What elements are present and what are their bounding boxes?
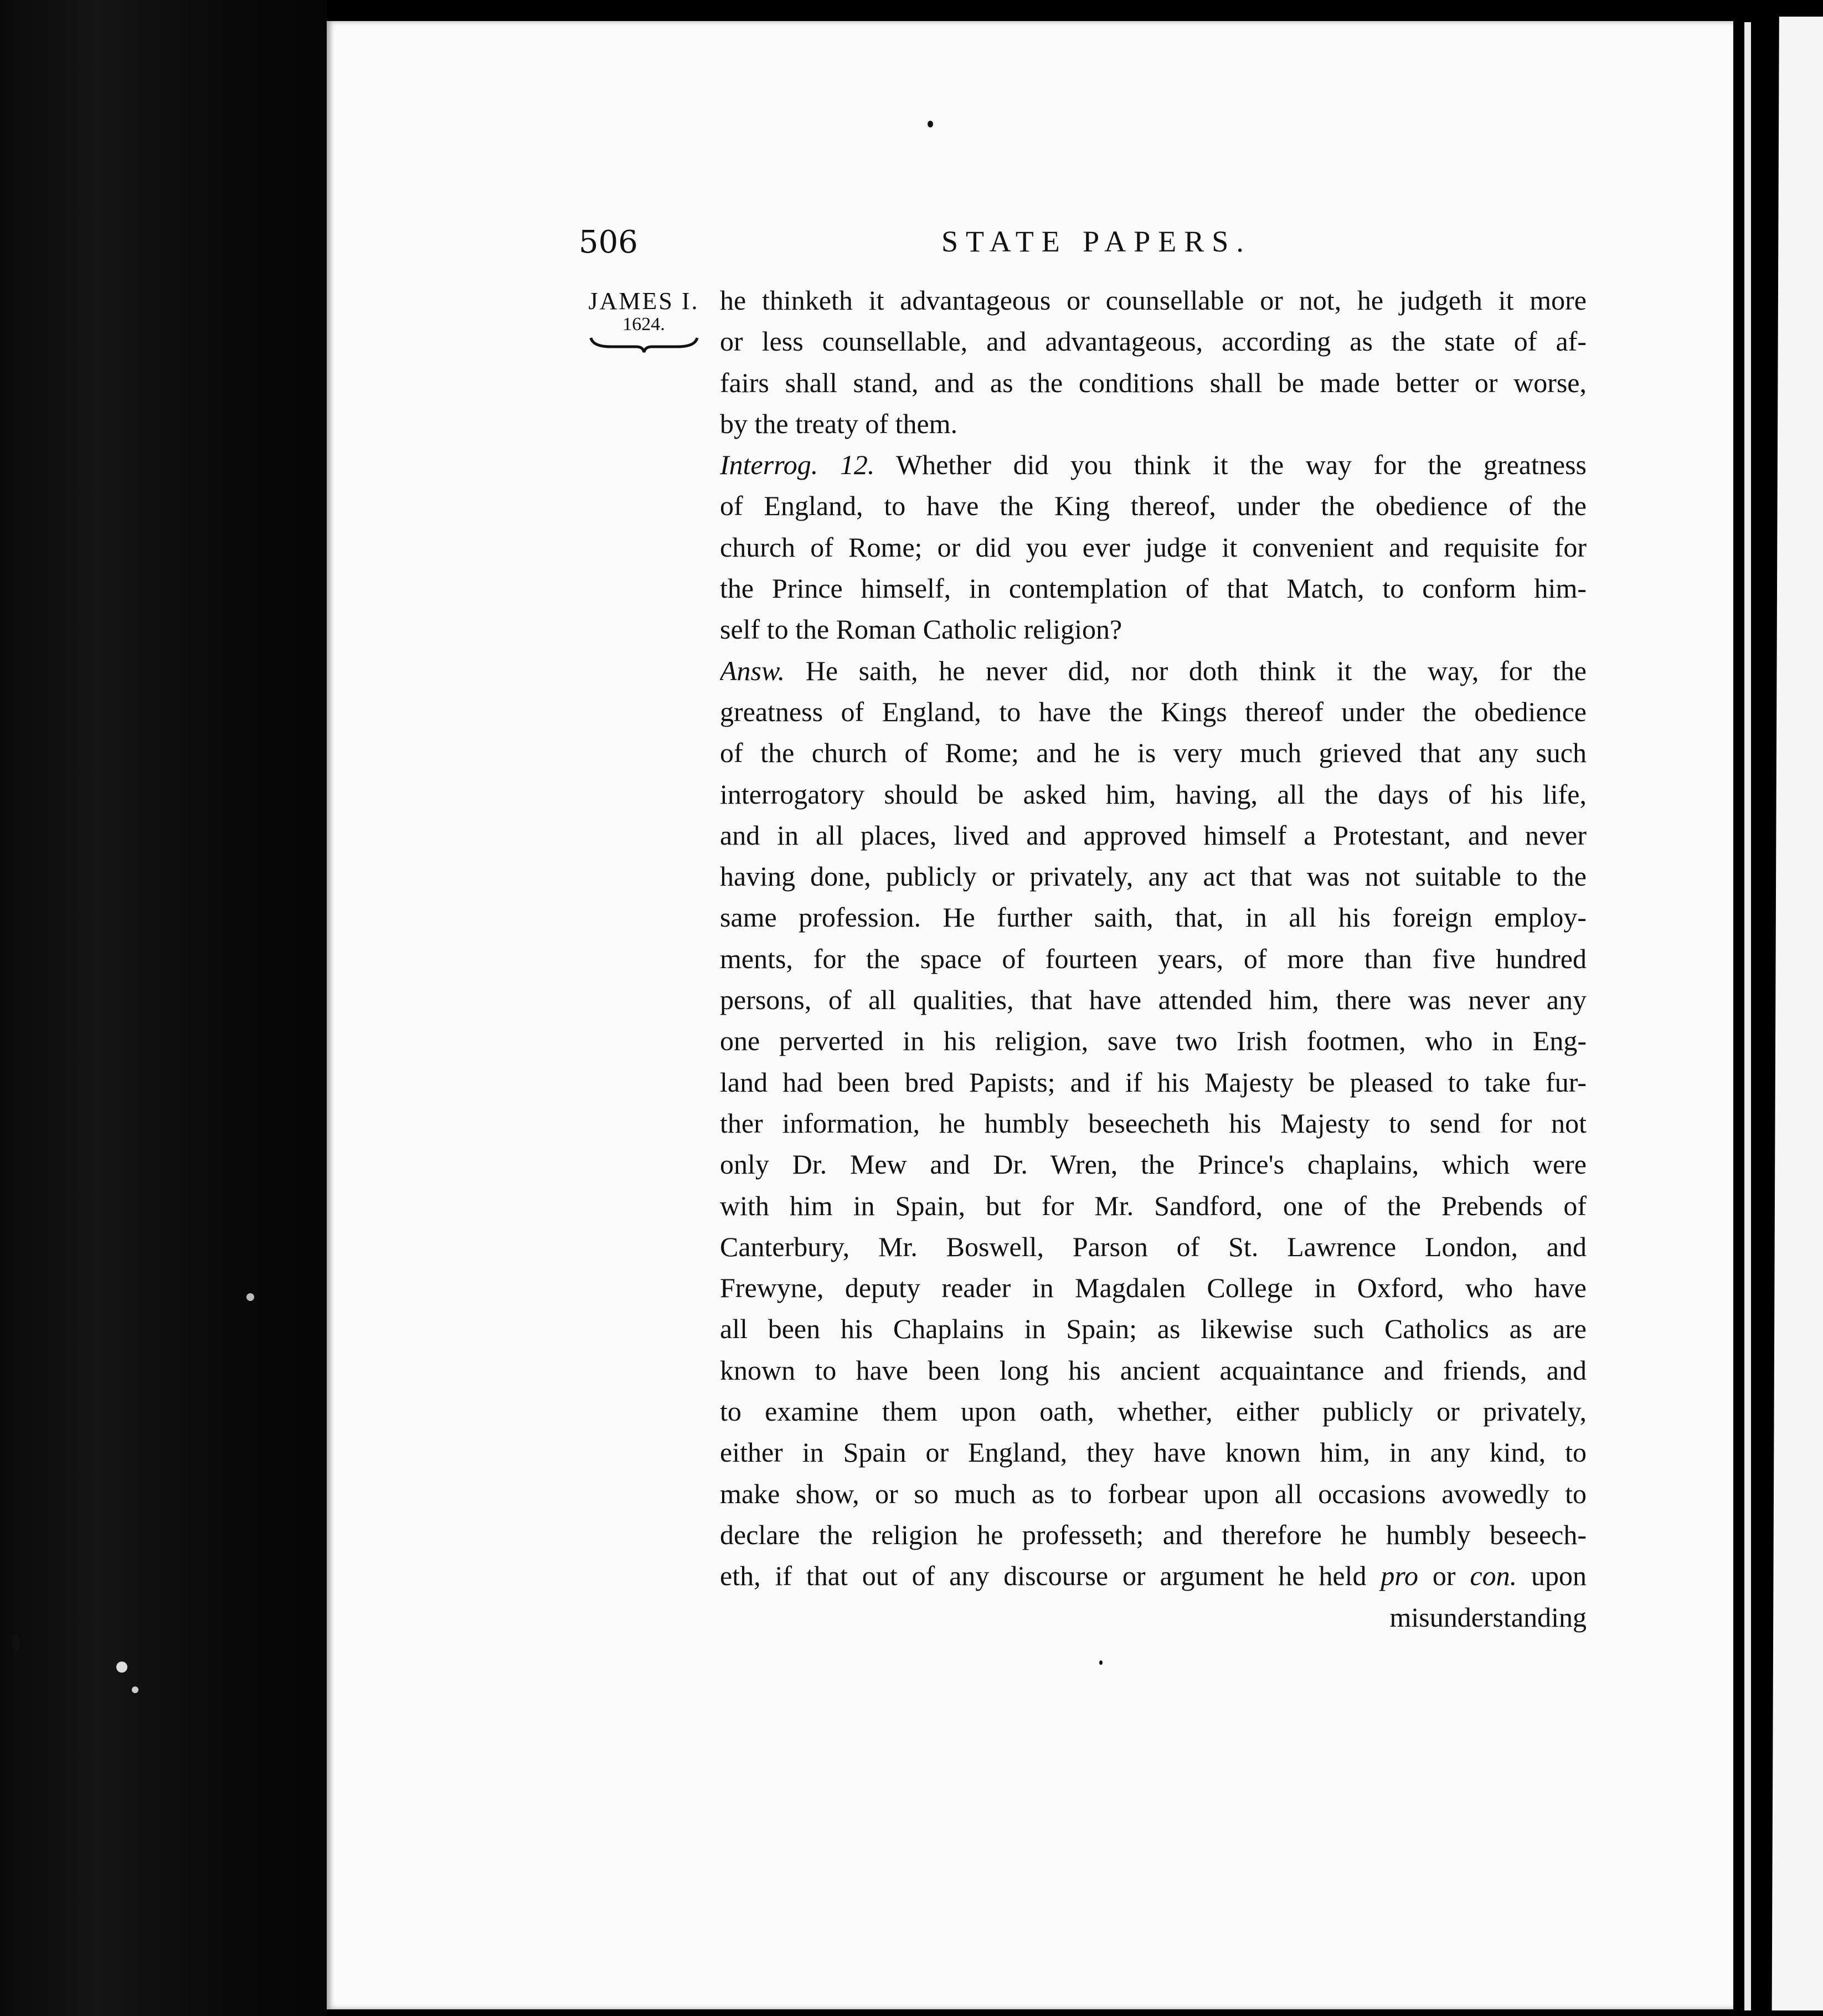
text-line-answer [720, 650, 1587, 691]
ink-dot [928, 121, 933, 127]
text-line: of England, to have the King thereof, under the obedience of the [720, 490, 1587, 522]
text-line: only Dr. Mew and Dr. Wren, the Prince's chaplains, which were [720, 1149, 1587, 1180]
text-line: He saith, he never did, nor doth think it the way, for the [805, 655, 1587, 686]
text-line: same profession. He further saith, that, in all his foreign employ- [720, 902, 1587, 933]
text-line: by the treaty of them. [720, 408, 958, 439]
text-line: greatness of England, to have the Kings thereof under the obedience [720, 696, 1587, 727]
interrog-label: Interrog. 12. [720, 449, 875, 481]
text-line: Whether did you think it the way for the greatness [895, 449, 1587, 481]
text-line: with him in Spain, but for Mr. Sandford, one of the Prebends of [720, 1190, 1587, 1221]
margin-king: JAMES I. [588, 287, 699, 315]
text-line: eth, if that out of any discourse or argument he held [720, 1560, 1367, 1592]
text-line: ther information, he humbly beseecheth his Majesty to send for not [720, 1107, 1587, 1139]
text-line: church of Rome; or did you ever judge it convenient and requisite for [720, 531, 1587, 563]
film-speck [246, 1293, 254, 1301]
catchword: misunderstanding [1389, 1601, 1587, 1633]
running-head [579, 224, 1354, 269]
film-speck [12, 1634, 20, 1650]
text-line-interrog [720, 444, 1587, 485]
text-line: upon [1531, 1560, 1587, 1592]
facing-page-edge [1744, 22, 1751, 2010]
text-line: to examine them upon oath, whether, either publicly or privately, [720, 1396, 1587, 1427]
text-line: land had been bred Papists; and if his Majesty be pleased to take fur- [720, 1066, 1587, 1098]
facing-page [1750, 17, 1823, 2010]
text-line: ments, for the space of fourteen years, of more than five hundred [720, 943, 1587, 974]
margin-note [579, 288, 709, 354]
text-line: and in all places, lived and approved himself a Protestant, and never [720, 819, 1587, 851]
or-word: or [1432, 1560, 1456, 1592]
book-gutter [0, 0, 327, 2016]
film-speck [132, 1686, 138, 1693]
text-line: self to the Roman Catholic religion? [720, 614, 1122, 645]
text-line: he thinketh it advantageous or counsellable or not, he judgeth it more [720, 285, 1587, 316]
text-line: Frewyne, deputy reader in Magdalen College in Oxford, who have [720, 1272, 1587, 1304]
pro-word: pro [1381, 1560, 1418, 1592]
body-text [720, 280, 1587, 1638]
text-line: interrogatory should be asked him, having, all the days of his life, [720, 778, 1587, 810]
text-line: or less counsellable, and advantageous, according as the state of af- [720, 326, 1587, 357]
text-line: fairs shall stand, and as the conditions shall be made better or worse, [720, 367, 1587, 398]
text-line: having done, publicly or privately, any act that was not suitable to the [720, 861, 1587, 892]
header-title: STATE PAPERS. [941, 225, 1252, 258]
text-line: Canterbury, Mr. Boswell, Parson of St. Lawrence London, and [720, 1231, 1587, 1262]
text-line: persons, of all qualities, that have attended him, there was never any [720, 984, 1587, 1016]
text-line: all been his Chaplains in Spain; as likewise such Catholics as are [720, 1313, 1587, 1345]
page-number: 506 [579, 224, 638, 260]
text-line: one perverted in his religion, save two Irish footmen, who in Eng- [720, 1025, 1587, 1057]
film-speck [116, 1662, 127, 1673]
text-line: of the church of Rome; and he is very much grieved that any such [720, 737, 1587, 769]
text-line: either in Spain or England, they have known him, in any kind, to [720, 1437, 1587, 1468]
ink-dot [1099, 1660, 1103, 1665]
text-line-pro-con [720, 1555, 1587, 1596]
text-line: known to have been long his ancient acquaintance and friends, and [720, 1354, 1587, 1386]
margin-year: 1624. [622, 314, 665, 335]
text-line: make show, or so much as to forbear upon all occasions avowedly to [720, 1478, 1587, 1509]
answer-label: Answ. [720, 655, 785, 686]
text-line: declare the religion he professeth; and therefore he humbly beseech- [720, 1519, 1587, 1550]
con-word: con. [1470, 1560, 1517, 1592]
brace-ornament [589, 336, 699, 354]
text-line: the Prince himself, in contemplation of that Match, to conform him- [720, 573, 1587, 604]
